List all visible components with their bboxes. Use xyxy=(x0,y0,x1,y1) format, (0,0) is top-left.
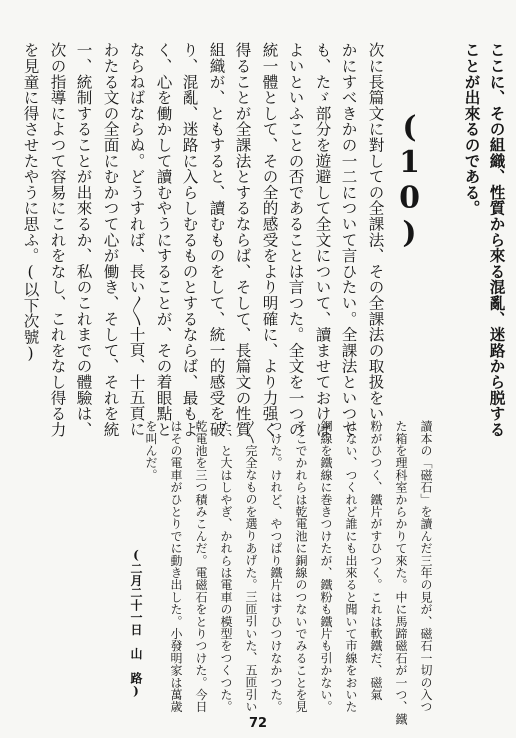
page-number: 72 xyxy=(248,716,268,731)
body-line-8: り、混亂、迷路に入らしむるものとするならば、最もよ xyxy=(180,42,199,437)
section-number: (10) xyxy=(392,110,427,251)
body-line-6: 得ることが全課法とするならば、そして、長篇文の性質 xyxy=(233,42,252,437)
intro-line-1: ここに、その組織、性質から來る混亂、迷路から脱する xyxy=(487,42,507,437)
note-line-11: はその電車がひとりでに動き出した。小發明家は萬歳 xyxy=(169,420,183,713)
note-line-10: 乾電池を三つ積みこんだ。電磁石をとりつけた。今日 xyxy=(194,420,208,713)
note-line-1: 讀本の「磁石」を讀んだ三年の見が、磁石一切の入つ xyxy=(419,420,433,713)
body-line-13: 次の指導によつて容易にこれをなし、これをなし得る力 xyxy=(48,42,67,437)
note-line-7: つけた。けれど、やつぱり鐵片はすひつけなかつた。 xyxy=(269,420,283,713)
intro-line-2: ことが出來るのである。 xyxy=(462,42,482,216)
note-line-12: を叫んだ。 xyxy=(144,420,158,481)
body-line-11: わたる文の全面にむかつて心が働き、そして、それを統 xyxy=(101,42,120,437)
body-line-5: 統一體として、その全的感受をより明確に、より力强く xyxy=(260,42,279,437)
note-line-6: そこでかれらは乾電池に銅線のつないでみることを見 xyxy=(294,420,308,713)
body-line-9: く、心を働かして讀むやうにすることが、その着眼點と xyxy=(154,42,173,437)
date-signature: (二月二十一日 山 路) xyxy=(129,548,143,699)
note-line-9: た、と大はしやぎ、かれらは電車の模型をつくつた。 xyxy=(219,420,233,713)
body-line-7: 組織が、ともすると、讀むものをして、統一的感受を破 xyxy=(207,42,226,437)
body-line-3: も、たゞ部分を遊避して全文について、讀ませておけば xyxy=(313,42,332,437)
body-line-12: 一、統制することが出來るか、私のこれまでの體驗は、 xyxy=(74,42,93,437)
body-line-2: かにすべきかの一二について言ひたい。全課法といつて xyxy=(339,42,358,437)
note-line-4: はない、つくれど誰にも出來ると聞いて市線をおいた xyxy=(344,420,358,713)
body-line-10: ならねばならぬ。どうすれば、長い〳〵十頁、十五頁に xyxy=(127,42,146,437)
note-line-2: た箱を理科室からかりて來た。中に馬蹄磁石が一つ、鐵 xyxy=(394,420,408,725)
body-line-4: よいといふことの否であることは言つた。全文を一つの xyxy=(286,42,305,437)
body-line-1: 次に長篇文に對しての全課法、その全課法の取扱をい xyxy=(366,42,385,422)
body-line-14: を見童に得させたやうに思ふ。(以下次號) xyxy=(21,42,40,363)
note-line-8: 〳〵完全なものを選りあげた。三匝引いた、五匝引い xyxy=(244,420,258,713)
note-line-5: 銅線を鐵線に巻きつけたが、鐵粉も鐵片も引かない。 xyxy=(319,420,333,713)
note-line-3: 粉がひつく、鐵片がすひつく。これは軟鐵だ、磁氣 xyxy=(369,420,383,701)
